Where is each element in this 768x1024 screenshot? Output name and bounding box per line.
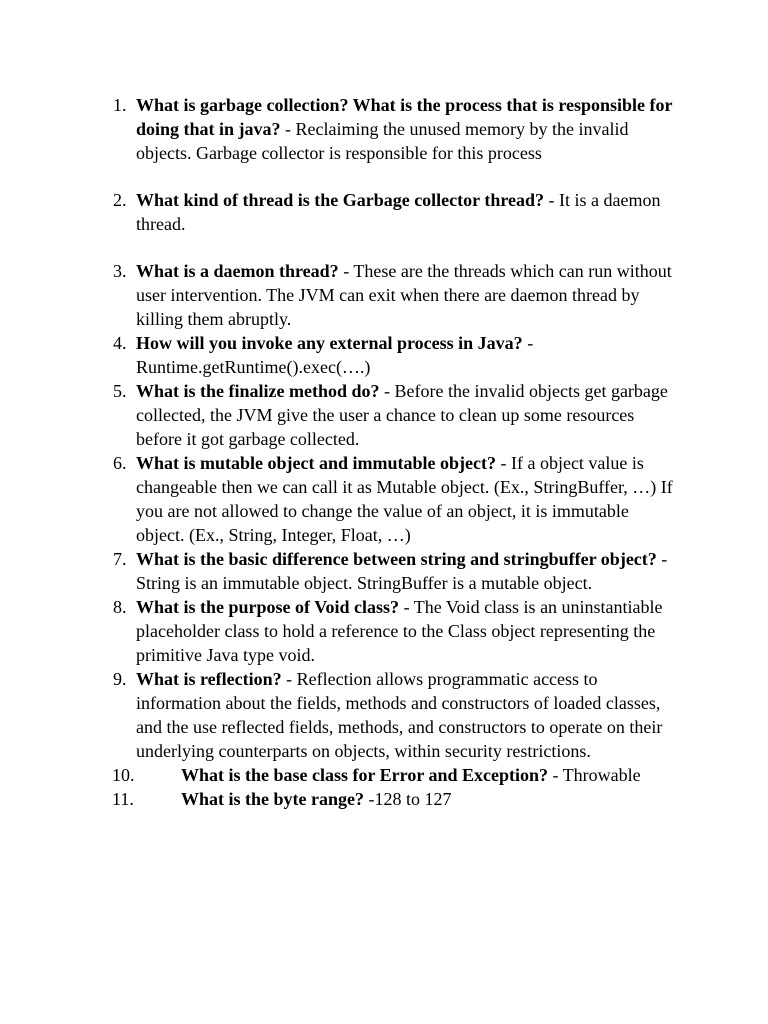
item-number: 9. [113, 669, 127, 689]
answer-text: - It is a daemon thread. [136, 190, 661, 234]
list-item [0, 595, 681, 667]
list-item [0, 451, 681, 547]
question-text: What is mutable object and immutable object? [136, 453, 496, 473]
answer-text: - The Void class is an uninstantiable placeholder class to hold a reference to the Class object representing the primitive Java type void. [136, 597, 663, 665]
answer-text: - Reclaiming the unused memory by the invalid objects. Garbage collector is responsible for this process [136, 119, 629, 163]
question-text: What is the finalize method do? [136, 381, 380, 401]
answer-text: - Runtime.getRuntime().exec(….) [136, 333, 534, 377]
question-text: What is reflection? [136, 669, 282, 689]
document-page [0, 93, 768, 811]
item-number: 6. [113, 453, 127, 473]
list-item [0, 667, 681, 763]
question-text: How will you invoke any external process in Java? [136, 333, 523, 353]
question-text: What is garbage collection? What is the process that is responsible for doing that in java? [136, 95, 673, 139]
list-item [0, 379, 681, 451]
question-text: What kind of thread is the Garbage collector thread? [136, 190, 544, 210]
item-number: 5. [113, 381, 127, 401]
answer-text: -128 to 127 [364, 789, 452, 809]
list-item [0, 547, 681, 595]
list-item [0, 188, 681, 236]
list-item [0, 763, 681, 787]
list-item [0, 787, 681, 811]
answer-text: - If a object value is changeable then we can call it as Mutable object. (Ex., StringBuffer, …) If you are not allowed to change the value of an object, it is immutable object. (Ex., String, Integer, Float, …) [136, 453, 673, 545]
answer-text: - Throwable [548, 765, 641, 785]
question-text: What is the byte range? [181, 789, 364, 809]
item-number: 7. [113, 549, 127, 569]
question-text: What is a daemon thread? [136, 261, 339, 281]
answer-text: - String is an immutable object. StringBuffer is a mutable object. [136, 549, 668, 593]
answer-text: - Before the invalid objects get garbage collected, the JVM give the user a chance to clean up some resources before it got garbage collected. [136, 381, 668, 449]
question-text: What is the purpose of Void class? [136, 597, 400, 617]
item-number: 1. [113, 95, 127, 115]
item-number: 8. [113, 597, 127, 617]
item-number: 11. [112, 789, 134, 809]
item-number: 10. [112, 765, 135, 785]
question-text: What is the base class for Error and Exception? [181, 765, 549, 785]
list-item [0, 93, 681, 165]
item-number: 3. [113, 261, 127, 281]
item-number: 2. [113, 190, 127, 210]
item-number: 4. [113, 333, 127, 353]
answer-text: - These are the threads which can run without user intervention. The JVM can exit when there are daemon thread by killing them abruptly. [136, 261, 672, 329]
answer-text: - Reflection allows programmatic access to information about the fields, methods and constructors of loaded classes, and the use reflected fields, methods, and constructors to operate on their underlying counterparts on objects, within security restrictions. [136, 669, 663, 761]
list-item [0, 331, 681, 379]
question-text: What is the basic difference between string and stringbuffer object? [136, 549, 657, 569]
list-item [0, 259, 681, 331]
